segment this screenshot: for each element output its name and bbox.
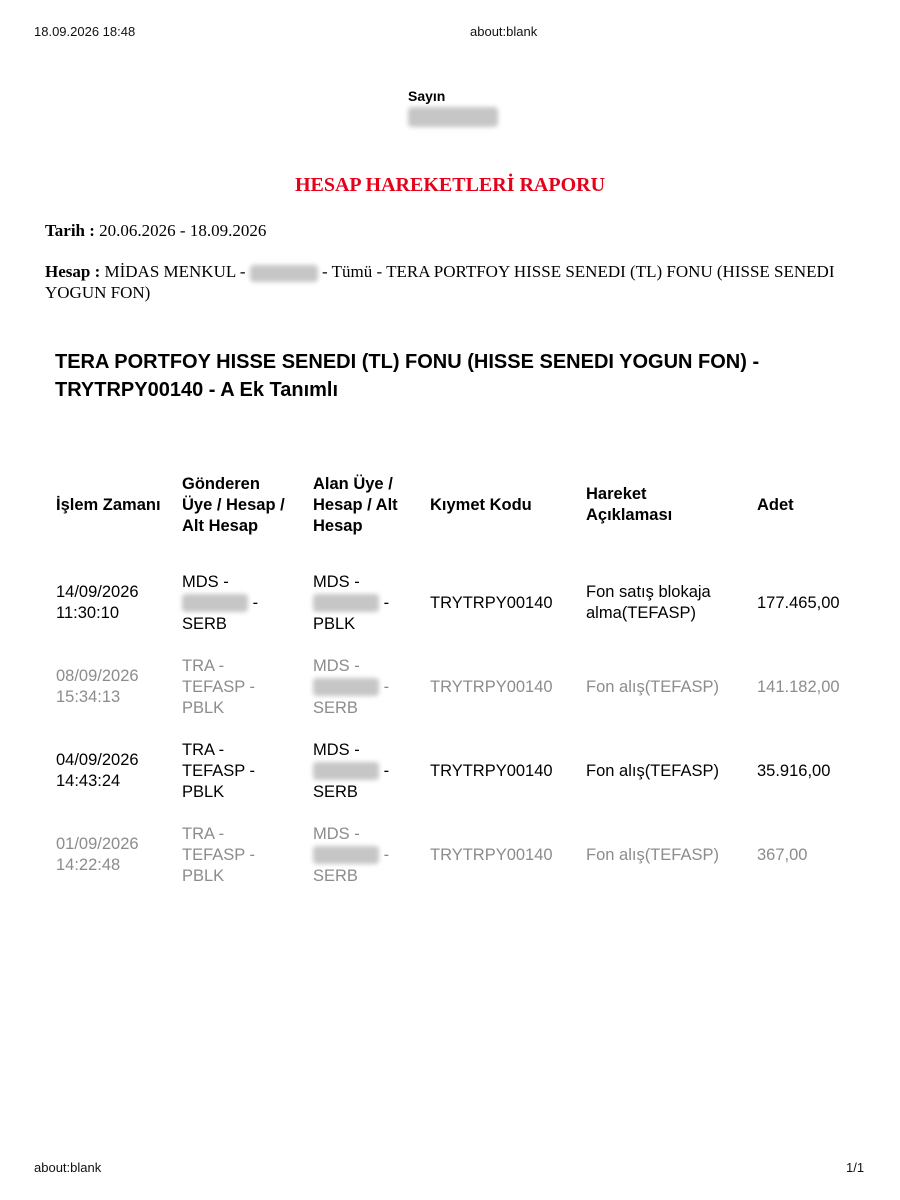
cell-qty: 177.465,00 bbox=[757, 593, 840, 612]
report-title: HESAP HAREKETLERİ RAPORU bbox=[294, 174, 606, 196]
cell-post: PBLK bbox=[313, 614, 356, 633]
print-url-top: about:blank bbox=[470, 24, 538, 39]
cell-post: PBLK bbox=[182, 866, 225, 885]
cell-clock: 14:43:24 bbox=[56, 772, 121, 790]
cell-pre: MDS - bbox=[313, 824, 360, 843]
cell-pre: MDS - bbox=[313, 572, 360, 591]
cell-time bbox=[42, 645, 168, 729]
redacted-account bbox=[313, 678, 379, 696]
cell-pre: MDS - bbox=[313, 740, 360, 759]
cell-time bbox=[42, 561, 168, 645]
fund-title: TERA PORTFOY HISSE SENEDI (TL) FONU (HISSE SENEDI YOGUN FON) - TRYTRPY00140 - A Ek Tanımlı bbox=[55, 351, 760, 401]
cell-sender bbox=[168, 561, 299, 645]
cell-sender bbox=[168, 645, 299, 729]
table-row bbox=[42, 645, 869, 729]
cell-receiver bbox=[299, 813, 416, 897]
cell-clock: 15:34:13 bbox=[56, 688, 121, 706]
cell-qty: 367,00 bbox=[757, 845, 808, 864]
cell-desc: Fon alış(TEFASP) bbox=[586, 845, 719, 864]
table-row bbox=[42, 561, 869, 645]
table-row bbox=[42, 729, 869, 813]
cell-post: SERB bbox=[182, 614, 227, 633]
print-page-count: 1/1 bbox=[846, 1160, 865, 1175]
redacted-account bbox=[182, 594, 248, 612]
cell-post: SERB bbox=[313, 698, 358, 717]
header-qty: Adet bbox=[757, 495, 794, 514]
cell-mid: - bbox=[383, 845, 390, 864]
cell-mid: TEFASP - bbox=[182, 677, 256, 696]
cell-code: TRYTRPY00140 bbox=[430, 761, 553, 780]
cell-receiver bbox=[299, 645, 416, 729]
cell-date: 14/09/2026 bbox=[56, 583, 139, 601]
cell-receiver bbox=[299, 561, 416, 645]
cell-mid: TEFASP - bbox=[182, 845, 256, 864]
cell-post: PBLK bbox=[182, 782, 225, 801]
header-receiver: Alan Üye / Hesap / Alt Hesap bbox=[313, 474, 398, 535]
cell-post: SERB bbox=[313, 866, 358, 885]
header-code: Kıymet Kodu bbox=[430, 495, 532, 514]
header-sender: Gönderen Üye / Hesap / Alt Hesap bbox=[182, 474, 285, 535]
cell-pre: TRA - bbox=[182, 740, 225, 759]
cell-pre: MDS - bbox=[182, 572, 229, 591]
cell-date: 01/09/2026 bbox=[56, 835, 139, 853]
cell-pre: TRA - bbox=[182, 656, 225, 675]
account-label: Hesap : bbox=[45, 262, 101, 281]
salutation-label: Sayın bbox=[408, 88, 446, 104]
cell-receiver bbox=[299, 729, 416, 813]
header-time: İşlem Zamanı bbox=[56, 495, 161, 514]
cell-code: TRYTRPY00140 bbox=[430, 845, 553, 864]
cell-desc: Fon satış blokaja alma(TEFASP) bbox=[586, 583, 711, 622]
account-suffix: - Tümü - TERA PORTFOY HISSE SENEDI (TL) FONU (HISSE SENEDI YOGUN FON) bbox=[45, 262, 835, 302]
redacted-name bbox=[408, 107, 498, 127]
print-datetime: 18.09.2026 18:48 bbox=[34, 24, 136, 39]
cell-date: 08/09/2026 bbox=[56, 667, 139, 685]
cell-post: SERB bbox=[313, 782, 358, 801]
redacted-account bbox=[313, 762, 379, 780]
cell-time bbox=[42, 813, 168, 897]
cell-clock: 14:22:48 bbox=[56, 856, 121, 874]
account-line bbox=[45, 261, 845, 303]
print-url-bottom: about:blank bbox=[34, 1160, 102, 1175]
cell-time bbox=[42, 729, 168, 813]
cell-code: TRYTRPY00140 bbox=[430, 593, 553, 612]
cell-qty: 141.182,00 bbox=[757, 677, 840, 696]
cell-pre: TRA - bbox=[182, 824, 225, 843]
date-range: 20.06.2026 - 18.09.2026 bbox=[99, 221, 267, 240]
cell-pre: MDS - bbox=[313, 656, 360, 675]
cell-qty: 35.916,00 bbox=[757, 761, 831, 780]
salutation-block bbox=[408, 88, 518, 127]
redacted-account bbox=[313, 594, 379, 612]
date-label: Tarih : bbox=[45, 221, 95, 240]
redacted-account bbox=[313, 846, 379, 864]
header-desc: Hareket Açıklaması bbox=[586, 485, 673, 524]
cell-date: 04/09/2026 bbox=[56, 751, 139, 769]
transactions-table bbox=[42, 455, 869, 897]
cell-clock: 11:30:10 bbox=[56, 604, 120, 622]
cell-mid: - bbox=[252, 593, 259, 612]
cell-desc: Fon alış(TEFASP) bbox=[586, 761, 719, 780]
cell-mid: - bbox=[383, 761, 390, 780]
table-row bbox=[42, 813, 869, 897]
cell-sender bbox=[168, 813, 299, 897]
date-line bbox=[45, 220, 266, 241]
redacted-account bbox=[250, 265, 318, 282]
cell-code: TRYTRPY00140 bbox=[430, 677, 553, 696]
table-header-row bbox=[42, 455, 869, 561]
cell-mid: - bbox=[383, 677, 390, 696]
cell-mid: - bbox=[383, 593, 390, 612]
cell-desc: Fon alış(TEFASP) bbox=[586, 677, 719, 696]
cell-post: PBLK bbox=[182, 698, 225, 717]
cell-sender bbox=[168, 729, 299, 813]
account-prefix: MİDAS MENKUL - bbox=[104, 262, 246, 281]
cell-mid: TEFASP - bbox=[182, 761, 256, 780]
